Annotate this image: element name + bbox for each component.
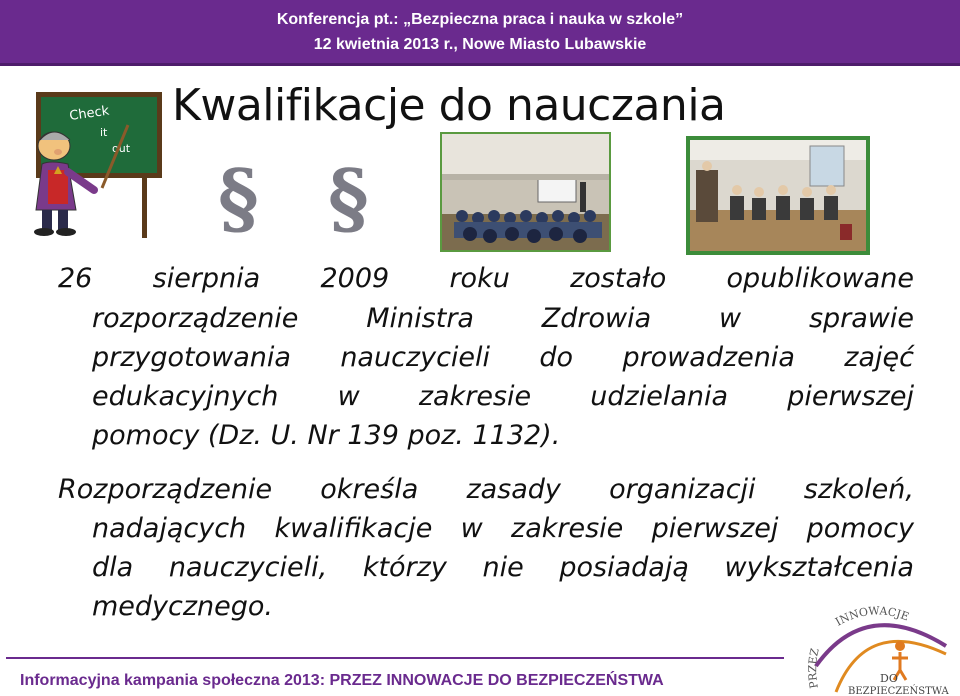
slide-title: Kwalifikacje do nauczania <box>172 80 726 131</box>
text-word: w <box>460 513 483 544</box>
conference-date-place: 12 kwietnia 2013 r., Nowe Miasto Lubawskie <box>313 36 647 53</box>
logo-arc-left-text: PRZEZ <box>806 646 822 690</box>
text-word: udzielania <box>590 381 729 412</box>
text-word: przygotowania <box>92 342 291 373</box>
paragraph-line <box>92 342 914 373</box>
logo-arc-right-text: INNOWACJE <box>833 606 911 629</box>
logo-bezpieczenstwa-text: BEZPIECZEŃSTWA <box>848 686 949 696</box>
text-word: w <box>337 381 360 412</box>
text-word: określa <box>320 474 419 505</box>
text-word: sprawie <box>808 303 914 334</box>
text-word: Ministra <box>366 303 474 334</box>
paragraph-line: medycznego. <box>92 591 274 622</box>
text-word: organizacji <box>609 474 756 505</box>
text-word: rozporządzenie <box>92 303 299 334</box>
text-word: zostało <box>570 263 667 294</box>
text-word: roku <box>449 263 510 294</box>
text-word: nie <box>482 552 524 583</box>
text-word: zajęć <box>844 342 914 373</box>
text-word: Rozporządzenie <box>58 474 273 505</box>
training-session-photo <box>686 136 870 255</box>
text-word: nadających <box>92 513 247 544</box>
text-word: prowadzenia <box>622 342 795 373</box>
paragraph-line <box>92 381 914 412</box>
text-word: 26 <box>58 263 93 294</box>
text-word: nauczycieli, <box>168 552 328 583</box>
text-word: zakresie <box>418 381 532 412</box>
chalk-text-out: out <box>112 142 131 155</box>
text-word: 2009 <box>320 263 390 294</box>
chalk-text-it: it <box>100 126 108 139</box>
text-word: wykształcenia <box>724 552 914 583</box>
text-word: szkoleń, <box>803 474 914 505</box>
text-word: kwalifikacje <box>274 513 433 544</box>
footer-divider <box>6 657 784 659</box>
paragraph-sign-icon: § <box>328 153 369 244</box>
text-word: Zdrowia <box>541 303 652 334</box>
paragraph-line <box>58 263 914 294</box>
paragraph-line <box>58 474 914 505</box>
paragraph-line: pomocy (Dz. U. Nr 139 poz. 1132). <box>92 420 561 451</box>
classroom-photo <box>440 132 611 252</box>
paragraph-line <box>92 513 914 544</box>
logo-do-text: DO <box>880 672 898 685</box>
text-word: edukacyjnych <box>92 381 279 412</box>
text-word: do <box>539 342 574 373</box>
chalk-text-check: Check <box>68 103 111 124</box>
przez-innowacje-logo <box>796 606 956 696</box>
text-word: pierwszej <box>787 381 914 412</box>
text-word: w <box>719 303 742 334</box>
text-word: pomocy <box>806 513 914 544</box>
text-word: sierpnia <box>152 263 261 294</box>
text-word: pierwszej <box>651 513 779 544</box>
text-word: dla <box>92 552 134 583</box>
text-word: nauczycieli <box>340 342 491 373</box>
paragraph-line <box>92 552 914 583</box>
text-word: posiadają <box>559 552 689 583</box>
classroom-photo-image <box>442 134 611 252</box>
teacher-chalkboard-clipart <box>22 90 172 240</box>
footer-campaign-text: Informacyjna kampania społeczna 2013: PRZEZ INNOWACJE DO BEZPIECZEŃSTWA <box>20 672 664 689</box>
conference-title: Konferencja pt.: „Bezpieczna praca i nauka w szkole” <box>276 11 684 28</box>
training-session-photo-image <box>690 140 866 251</box>
text-word: którzy <box>362 552 447 583</box>
paragraph-line <box>92 303 914 334</box>
text-word: zasady <box>466 474 561 505</box>
conference-header <box>0 0 960 66</box>
text-word: opublikowane <box>726 263 914 294</box>
text-word: zakresie <box>511 513 624 544</box>
paragraph-sign-icon: § <box>218 153 259 244</box>
